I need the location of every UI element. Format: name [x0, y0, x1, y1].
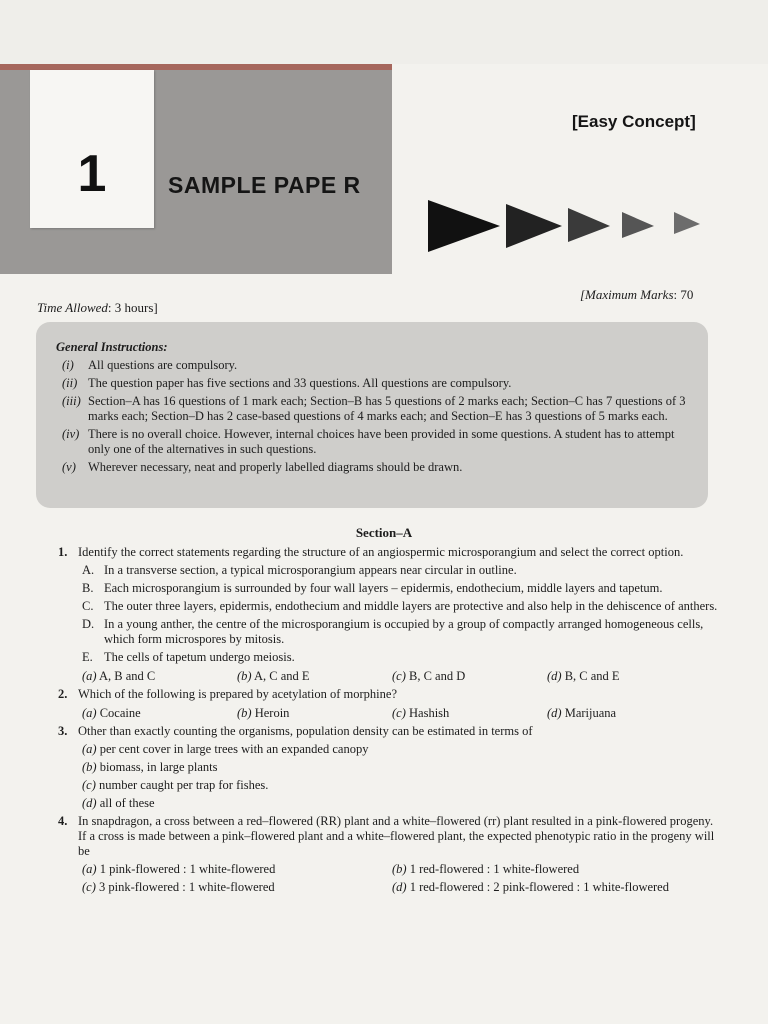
- arrow-icon: [568, 208, 610, 242]
- option: (b) A, C and E: [237, 669, 310, 683]
- arrow-icon: [674, 212, 700, 234]
- arrow-icon: [506, 204, 562, 248]
- option: (d) B, C and E: [547, 669, 620, 683]
- options-row: [82, 669, 718, 684]
- statement: A. In a transverse section, a typical microsporangium appears near circular in outline.: [82, 563, 517, 577]
- statement: E. The cells of tapetum undergo meiosis.: [82, 650, 295, 664]
- question-3: 3. Other than exactly counting the organisms, population density can be estimated in terms of: [58, 724, 533, 738]
- instructions-heading: General Instructions:: [56, 340, 168, 354]
- option: (b) Heroin: [237, 706, 290, 720]
- questions: [58, 542, 718, 895]
- question-2: 2. Which of the following is prepared by acetylation of morphine?: [58, 687, 397, 701]
- options-row: [82, 706, 718, 721]
- option: (c) 3 pink-flowered : 1 white-flowered: [82, 880, 275, 894]
- instruction-item: (v) Wherever necessary, neat and properly labelled diagrams should be drawn.: [62, 460, 463, 474]
- option: (d) all of these: [82, 796, 155, 810]
- general-instructions-box: [36, 322, 708, 508]
- option: (b) 1 red-flowered : 1 white-flowered: [392, 862, 580, 876]
- question-4: 4. In snapdragon, a cross between a red–flowered (RR) plant and a white–flowered (rr) plant resulted in a pink-flowered progeny. If a cross is made between a pink–flowered plant and a white–flowered plant, the expected phenotypic ratio in the progeny will be: [58, 814, 715, 858]
- option: (b) biomass, in large plants: [82, 760, 218, 774]
- options-row: [82, 862, 718, 877]
- paper-number: 1: [77, 145, 107, 203]
- arrows-decoration: [428, 190, 708, 260]
- time-allowed: Time Allowed: 3 hours]: [37, 300, 158, 315]
- paper-title: SAMPLE PAPE R: [168, 172, 361, 198]
- option: (d) 1 red-flowered : 2 pink-flowered : 1 white-flowered: [392, 880, 669, 894]
- option: (d) Marijuana: [547, 706, 617, 720]
- instruction-item: (iii) Section–A has 16 questions of 1 mark each; Section–B has 5 questions of 2 marks each; Section–C has 7 questions of 3 marks each; Section–D has 2 case-based questions of 4 marks each; and Section–E has 3 questions of 5 marks each.: [62, 394, 686, 423]
- page-top-band: [0, 0, 768, 64]
- option: (a) Cocaine: [82, 706, 141, 720]
- option: (c) Hashish: [392, 706, 450, 720]
- arrow-icon: [428, 200, 500, 252]
- option: (c) B, C and D: [392, 669, 466, 683]
- option: (a) 1 pink-flowered : 1 white-flowered: [82, 862, 276, 876]
- option: (c) number caught per trap for fishes.: [82, 778, 269, 792]
- statement: C. The outer three layers, epidermis, endothecium and middle layers are protective and also help in the dehiscence of anthers.: [82, 599, 718, 613]
- options-row: [82, 880, 718, 895]
- option: (a) per cent cover in large trees with an expanded canopy: [82, 742, 369, 756]
- statement: B. Each microsporangium is surrounded by four wall layers – epidermis, endothecium, middle layers and tapetum.: [82, 581, 663, 595]
- option: (a) A, B and C: [82, 669, 156, 683]
- maximum-marks: [Maximum Marks: 70: [580, 287, 694, 302]
- arrow-icon: [622, 212, 654, 238]
- instruction-item: (iv) There is no overall choice. However, internal choices have been provided in some questions. A student has to attempt only one of the alternatives in such questions.: [62, 427, 675, 456]
- section-title: Section–A: [355, 525, 413, 540]
- question-1: 1. Identify the correct statements regarding the structure of an angiospermic microsporangium and select the correct option.: [58, 545, 684, 559]
- instruction-item: (i) All questions are compulsory.: [62, 358, 238, 372]
- statement: D. In a young anther, the centre of the microsporangium is occupied by a group of compactly arranged homogeneous cells, which form microspores by mitosis.: [82, 617, 704, 646]
- instruction-item: (ii) The question paper has five sections and 33 questions. All questions are compulsory.: [62, 376, 512, 390]
- difficulty-tag: [Easy Concept]: [572, 112, 696, 131]
